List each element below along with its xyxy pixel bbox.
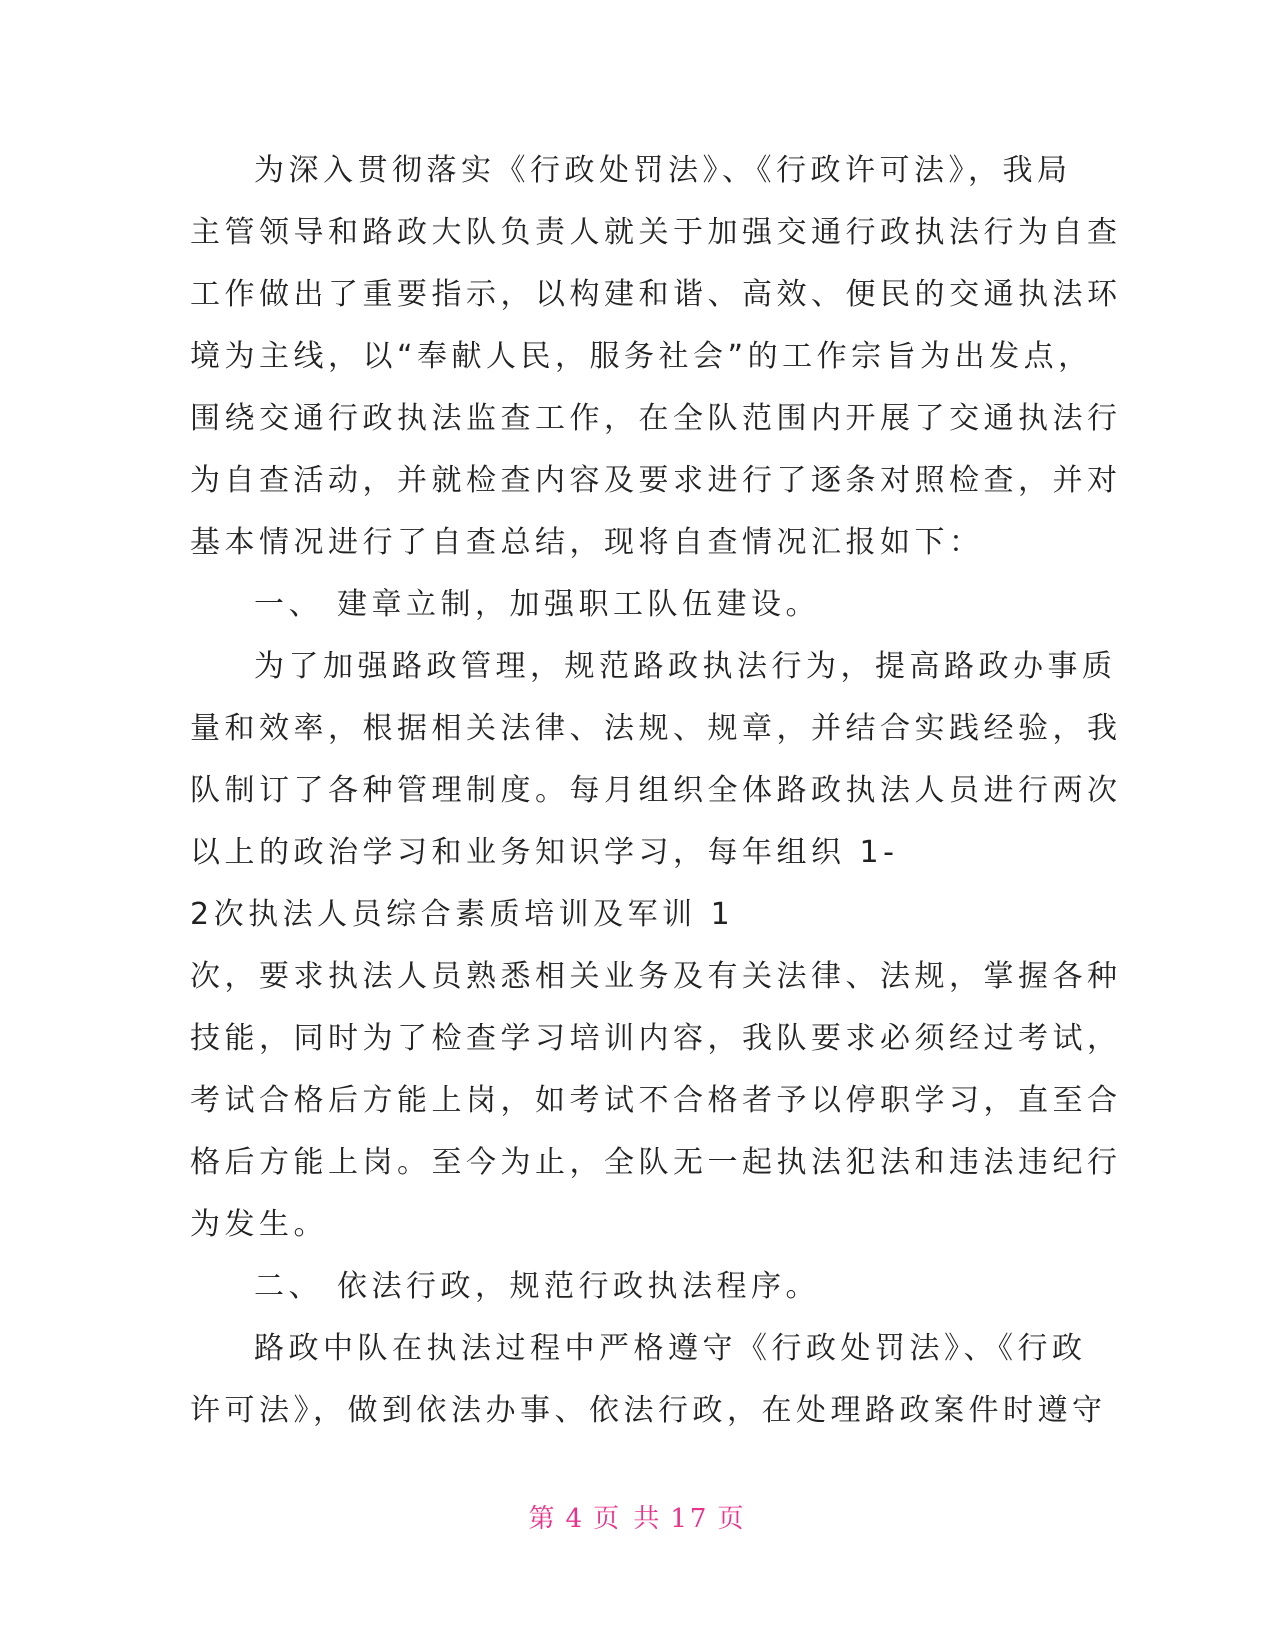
paragraph-line: 路政中队在执法过程中严格遵守《行政处罚法》、《行政 bbox=[254, 1331, 1087, 1366]
paragraph-line: 考试合格后方能上岗，如考试不合格者予以停职学习，直至合 bbox=[190, 1083, 1122, 1118]
footer-middle: 页 共 bbox=[593, 1504, 663, 1534]
paragraph-line: 围绕交通行政执法监查工作，在全队范围内开展了交通执法行 bbox=[190, 401, 1122, 436]
paragraph-line: 为自查活动，并就检查内容及要求进行了逐条对照检查，并对 bbox=[190, 463, 1122, 498]
section-heading: 二、 依法行政，规范行政执法程序。 bbox=[254, 1269, 821, 1304]
paragraph-line: 工作做出了重要指示，以构建和谐、高效、便民的交通执法环 bbox=[190, 277, 1122, 312]
section-heading: 一、 建章立制，加强职工队伍建设。 bbox=[254, 587, 821, 622]
footer-suffix: 页 bbox=[717, 1504, 747, 1534]
paragraph-line: 量和效率，根据相关法律、法规、规章，并结合实践经验，我 bbox=[190, 711, 1122, 746]
paragraph-line: 许可法》，做到依法办事、依法行政，在处理路政案件时遵守 bbox=[190, 1393, 1107, 1428]
paragraph-line: 基本情况进行了自查总结，现将自查情况汇报如下： bbox=[190, 525, 984, 560]
footer-current-page: 4 bbox=[565, 1504, 586, 1534]
paragraph-line: 技能，同时为了检查学习培训内容，我队要求必须经过考试， bbox=[190, 1021, 1122, 1056]
paragraph-line: 2次执法人员综合素质培训及军训 1 bbox=[190, 897, 735, 932]
paragraph-line: 格后方能上岗。至今为止，全队无一起执法犯法和违法违纪行 bbox=[190, 1145, 1122, 1180]
paragraph-line: 境为主线，以“奉献人民，服务社会”的工作宗旨为出发点， bbox=[190, 339, 1093, 374]
paragraph-line: 以上的政治学习和业务知识学习，每年组织 1- bbox=[190, 835, 899, 870]
paragraph-line: 队制订了各种管理制度。每月组织全体路政执法人员进行两次 bbox=[190, 773, 1122, 808]
paragraph-line: 为深入贯彻落实《行政处罚法》、《行政许可法》，我局 bbox=[254, 153, 1072, 188]
body-text bbox=[190, 140, 1122, 1442]
paragraph-line: 主管领导和路政大队负责人就关于加强交通行政执法行为自查 bbox=[190, 215, 1122, 250]
paragraph-line: 为发生。 bbox=[190, 1207, 328, 1242]
page-number-footer bbox=[0, 1498, 1275, 1535]
paragraph-line: 次，要求执法人员熟悉相关业务及有关法律、法规，掌握各种 bbox=[190, 959, 1122, 994]
paragraph-line: 为了加强路政管理，规范路政执法行为，提高路政办事质 bbox=[254, 649, 1117, 684]
footer-total-pages: 17 bbox=[670, 1504, 710, 1534]
footer-prefix: 第 bbox=[528, 1504, 558, 1534]
